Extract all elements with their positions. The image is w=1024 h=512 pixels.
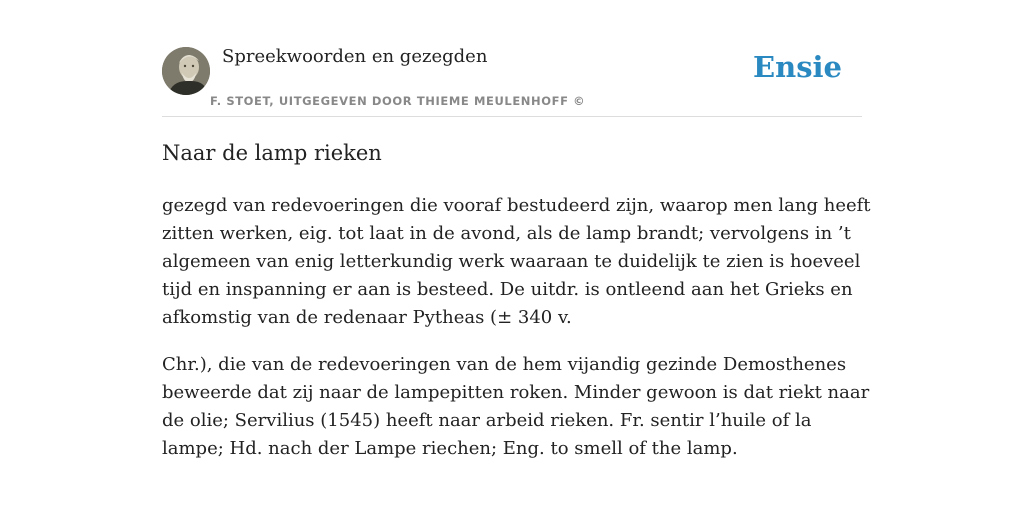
entry-paragraph: Chr.), die van de redevoeringen van de hem vijandig gezinde Demosthenes beweerde dat zij naar de lampepitten roken. Minder gewoon is dat riekt naar de olie; Servilius (1545) heeft naar arbeid rieken. Fr. sentir l’huile of la lampe; Hd. nach der Lampe riechen; Eng. to smell of the lamp.	[162, 354, 870, 459]
entry-paragraph: gezegd van redevoeringen die vooraf bestudeerd zijn, waarop men lang heeft zitten werken, eig. tot laat in de avond, als de lamp brandt; vervolgens in ’t algemeen van enig letterkundig werk waaraan te duidelijk te zien is hoeveel tijd en inspanning er aan is besteed. De uitdr. is ontleend aan het Grieks en afkomstig van de redenaar Pytheas (± 340 v.	[162, 195, 871, 328]
source-credit: F. STOET, UITGEGEVEN DOOR THIEME MEULENHOFF ©	[210, 94, 586, 108]
brand-logo[interactable]: Ensie	[753, 50, 842, 84]
entry-title: Naar de lamp rieken	[162, 141, 382, 165]
source-title[interactable]: Spreekwoorden en gezegden	[222, 46, 488, 67]
author-avatar	[162, 47, 210, 95]
author-portrait-icon	[162, 47, 210, 95]
source-header	[162, 44, 862, 117]
